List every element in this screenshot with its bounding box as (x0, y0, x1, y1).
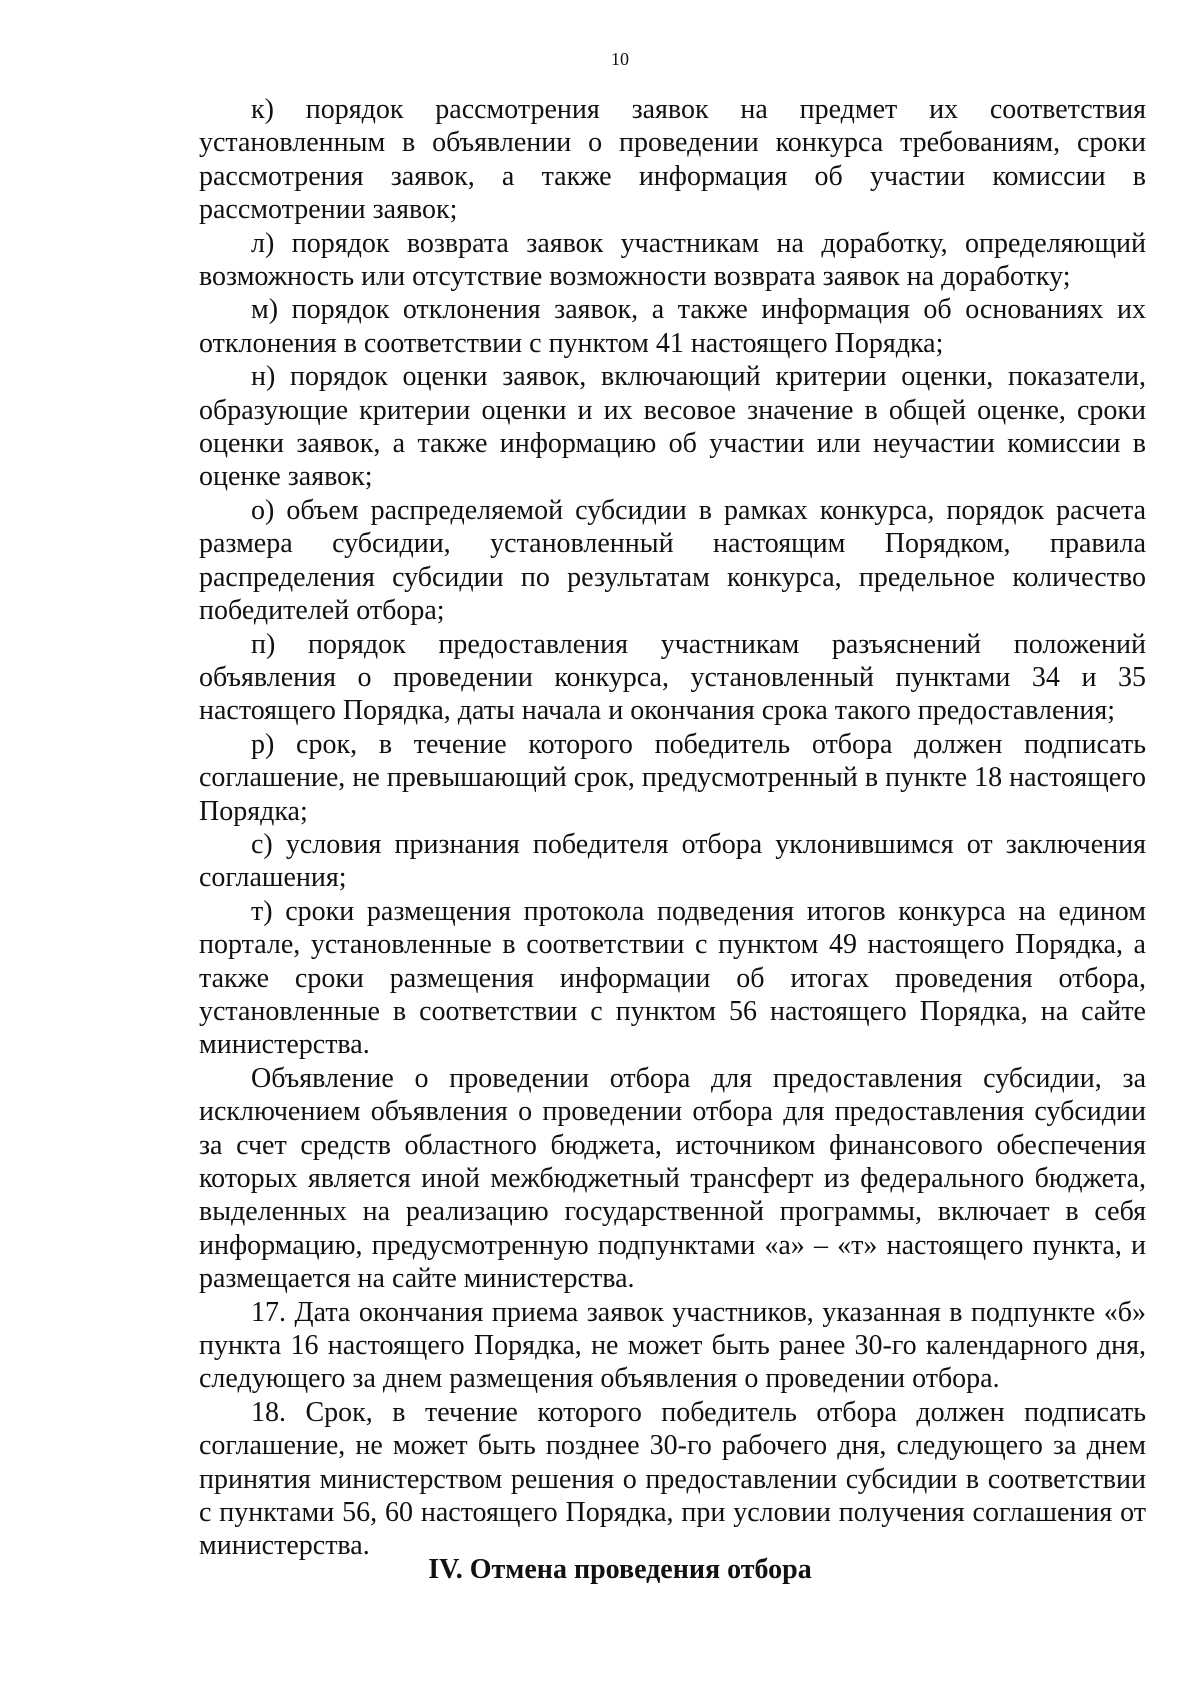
subitem-l: л) порядок возврата заявок участникам на доработку, определяющий возможность или отсутствие возможности возврата заявок на доработку; (199, 227, 1146, 293)
subitem-n: н) порядок оценки заявок, включающий критерии оценки, показатели, образующие критерии оценки и их весовое значение в общей оценке, сроки оценки заявок, а также информацию об участии или неучастии комиссии в оценке заявок; (199, 361, 1146, 493)
subitem-t: т) сроки размещения протокола подведения итогов конкурса на едином портале, установленные в соответствии с пунктом 49 настоящего Порядка, а также сроки размещения информации об итогах проведения отбора, установленные в соответствии с пунктом 56 настоящего Порядка, на сайте министерства. (199, 895, 1146, 1061)
page-number: 10 (611, 49, 629, 69)
subitem-s: с) условия признания победителя отбора уклонившимся от заключения соглашения; (199, 828, 1146, 894)
subitem-o: о) объем распределяемой субсидии в рамках конкурса, порядок расчета размера субсидии, установленный настоящим Порядком, правила распределения субсидии по результатам конкурса, предельное количество победителей отбора; (199, 494, 1146, 627)
announcement-paragraph: Объявление о проведении отбора для предоставления субсидии, за исключением объявления о проведении отбора для предоставления субсидии за счет средств областного бюджета, источником финансового обеспечения которых является иной межбюджетный трансферт из федерального бюджета, выделенных на реализацию государственной программы, включает в себя информацию, предусмотренную подпунктами «а» – «т» настоящего пункта, и размещается на сайте министерства. (199, 1062, 1146, 1295)
clause-17: 17. Дата окончания приема заявок участников, указанная в подпункте «б» пункта 16 настоящего Порядка, не может быть ранее 30-го календарного дня, следующего за днем размещения объявления о проведении отбора. (199, 1296, 1146, 1395)
clause-18: 18. Срок, в течение которого победитель отбора должен подписать соглашение, не может быть позднее 30-го рабочего дня, следующего за днем принятия министерством решения о предоставлении субсидии в соответствии с пунктами 56, 60 настоящего Порядка, при условии получения соглашения от министерства. (199, 1396, 1146, 1562)
document-body (199, 93, 1146, 1563)
subitem-p: п) порядок предоставления участникам разъяснений положений объявления о проведении конкурса, установленный пунктами 34 и 35 настоящего Порядка, даты начала и окончания срока такого предоставления; (199, 628, 1146, 727)
subitem-m: м) порядок отклонения заявок, а также информация об основаниях их отклонения в соответствии с пунктом 41 настоящего Порядка; (199, 294, 1146, 359)
section-heading: IV. Отмена проведения отбора (428, 1554, 812, 1585)
subitem-k: к) порядок рассмотрения заявок на предмет их соответствия установленным в объявлении о проведении конкурса требованиям, сроки рассмотрения заявок, а также информация об участии комиссии в рассмотрении заявок; (199, 94, 1146, 226)
subitem-r: р) срок, в течение которого победитель отбора должен подписать соглашение, не превышающий срок, предусмотренный в пункте 18 настоящего Порядка; (199, 728, 1146, 827)
